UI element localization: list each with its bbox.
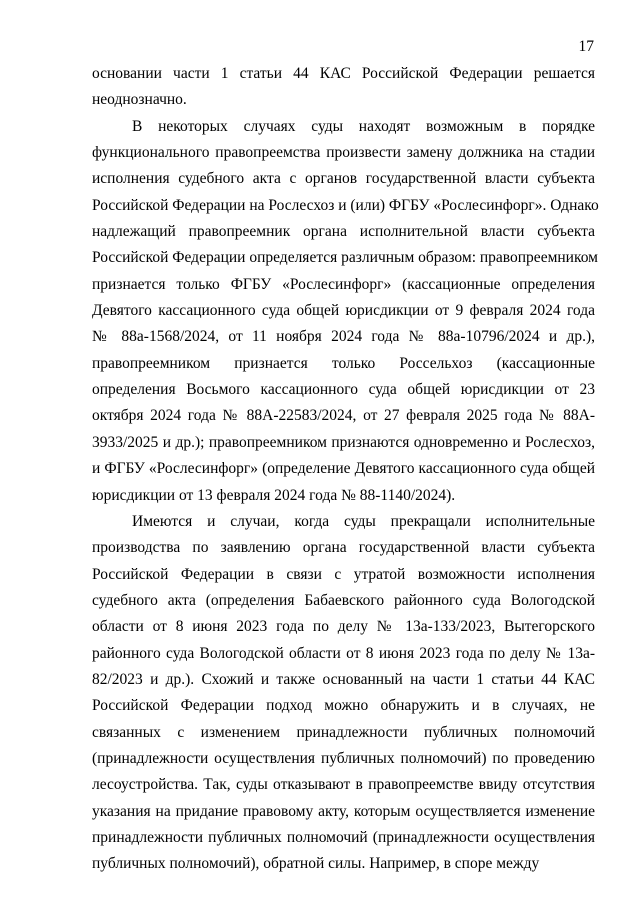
paragraph [92,114,599,509]
page-number: 17 [578,38,594,55]
text-line: Имеются и случаи, когда суды прекращали исполнительные [132,512,595,530]
text-line: области от 8 июня 2023 года по делу № 13а-133/2023, Вытегорского [92,618,595,636]
text-line: юрисдикции от 13 февраля 2024 года № 88-1140/2024). [92,486,456,504]
text-line: неоднозначно. [92,91,187,109]
text-line: основании части 1 статьи 44 КАС Российской Федерации решается [92,65,595,82]
text-line: октября 2024 года № 88А-22583/2024, от 27 февраля 2025 года № 88А- [92,407,595,425]
text-line: функционального правопреемства произвести замену должника на стадии [92,144,595,162]
text-line: Российской Федерации в связи с утратой возможности исполнения [92,565,595,583]
text-line: и ФГБУ «Рослесинфорг» (определение Девятого кассационного суда общей [92,460,595,478]
text-line: определения Восьмого кассационного суда общей юрисдикции от 23 [92,381,595,399]
text-line: связанных с изменением принадлежности публичных полномочий [92,723,595,741]
document-body [92,61,599,878]
text-line: указания на придание правовому акту, которым осуществляется изменение [92,802,595,820]
text-line: 82/2023 и др.). Схожий и также основанный на части 1 статьи 44 КАС [92,670,595,688]
text-line: принадлежности публичных полномочий (принадлежности осуществления [92,828,595,846]
text-line: надлежащий правопреемник органа исполнительной власти субъекта [92,223,595,241]
text-line: судебного акта (определения Бабаевского районного суда Вологодской [92,591,595,609]
text-line: № 88а-1568/2024, от 11 ноября 2024 года № 88а-10796/2024 и др.), [92,328,595,346]
text-line: лесоустройства. Так, суды отказывают в правопреемстве ввиду отсутствия [92,776,595,794]
text-line: признается только ФГБУ «Рослесинфорг» (кассационные определения [92,275,595,293]
text-line: правопреемником признается только Россельхоз (кассационные [92,354,595,372]
paragraph [92,509,595,878]
text-line: исполнения судебного акта с органов государственной власти субъекта [92,170,595,188]
text-line: Российской Федерации на Рослесхоз и (или) ФГБУ «Рослесинфорг». Однако [92,196,599,214]
paragraph [92,61,595,114]
text-line: районного суда Вологодской области от 8 июня 2023 года по делу № 13а- [92,644,595,662]
text-line: Российской Федерации определяется различным образом: правопреемником [92,249,598,267]
text-line: В некоторых случаях суды находят возможным в порядке [132,117,595,135]
text-line: 3933/2025 и др.); правопреемником признаются одновременно и Рослесхоз, [92,433,595,451]
text-line: производства по заявлению органа государственной власти субъекта [92,539,595,557]
text-line: Российской Федерации подход можно обнаружить и в случаях, не [92,697,595,715]
text-line: Девятого кассационного суда общей юрисдикции от 9 февраля 2024 года [92,302,595,320]
text-line: (принадлежности осуществления публичных полномочий) по проведению [92,749,595,767]
text-line: публичных полномочий), обратной силы. Например, в споре между [92,855,540,873]
